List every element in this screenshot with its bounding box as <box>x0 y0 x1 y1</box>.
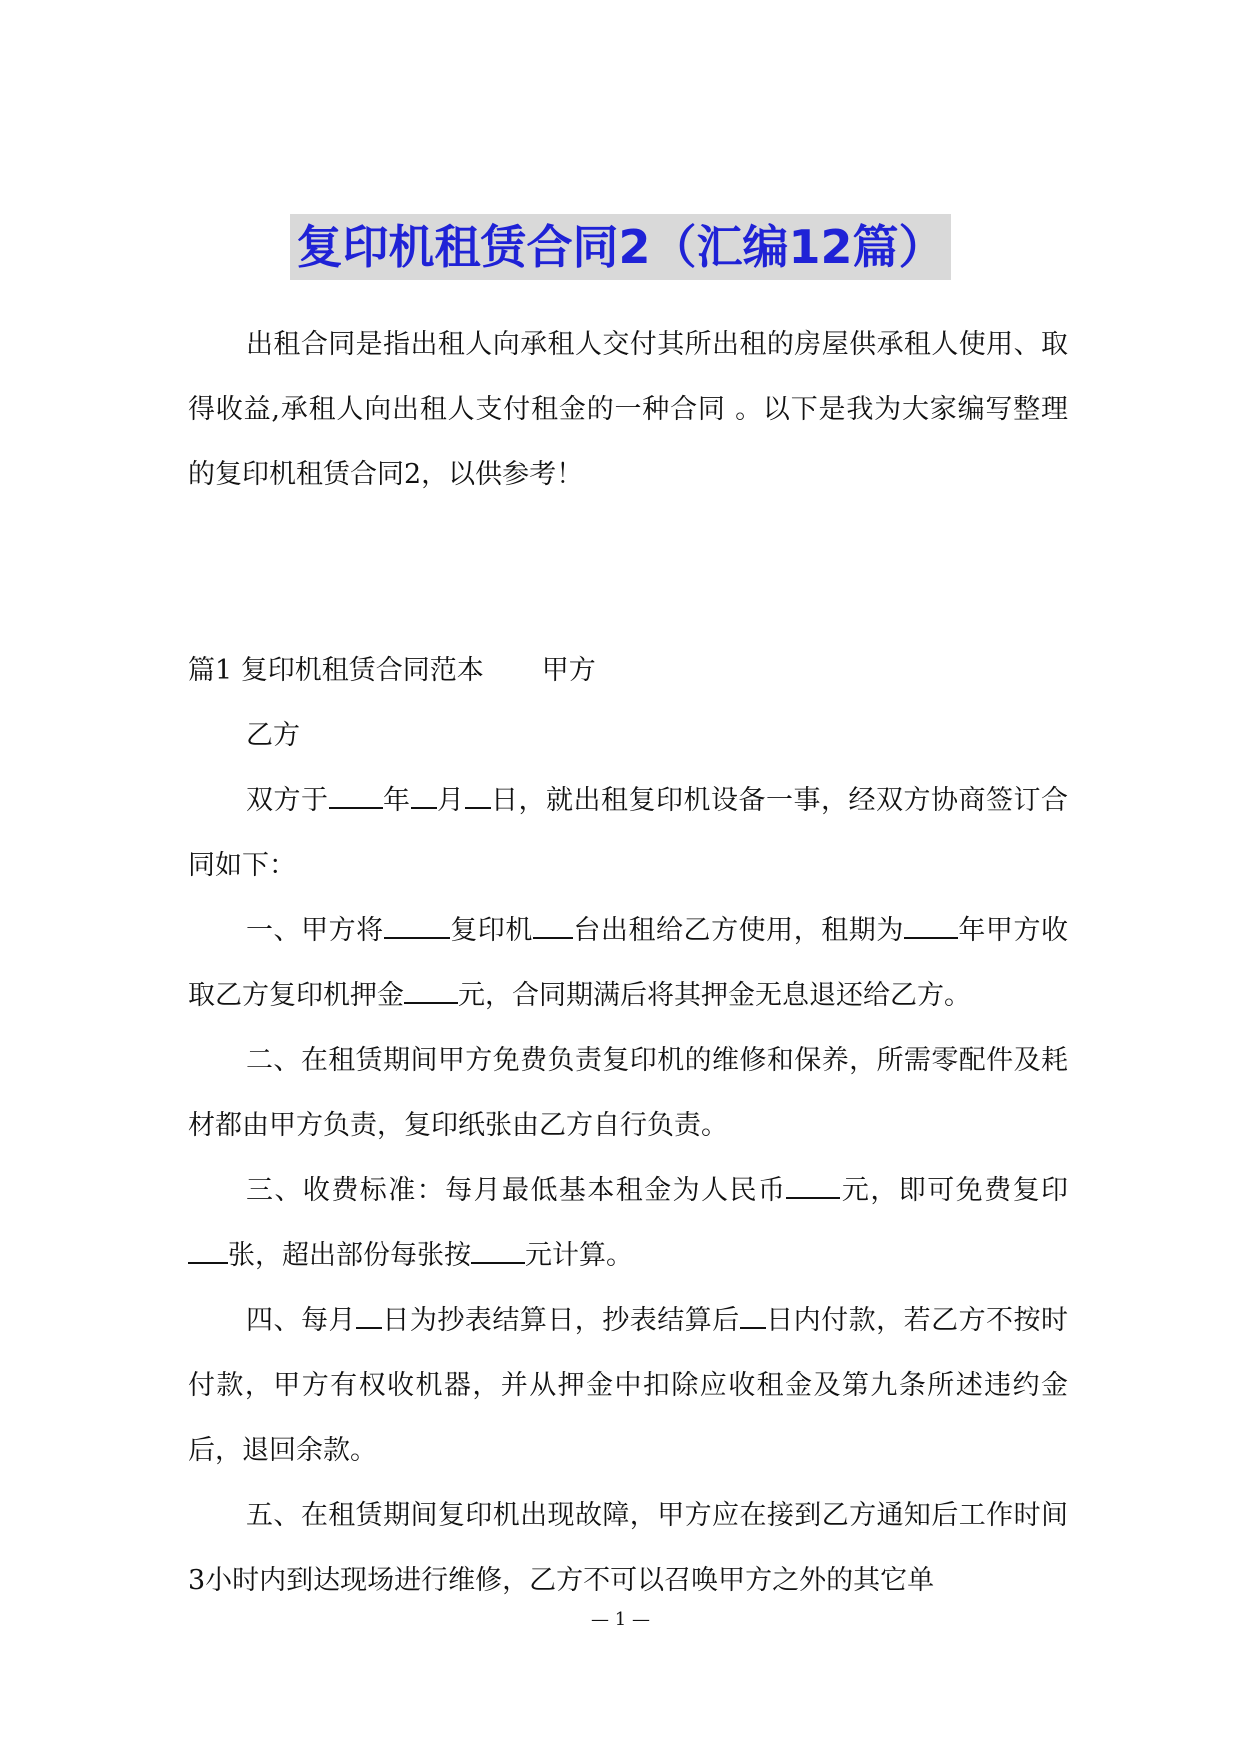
blank-day <box>465 783 491 809</box>
clause-4: 四、每月 日为抄表结算日，抄表结算后 日内付款，若乙方不按时付款，甲方有权收机器，并从押金中扣除应收租金及第九条所述违约金后，退回余款。 <box>188 1305 1069 1466</box>
party-b-line <box>188 703 1068 768</box>
blank-price <box>471 1238 525 1264</box>
blank-term <box>904 913 958 939</box>
page-number: — 1 — <box>591 1609 650 1630</box>
party-a-label: 甲方 <box>541 655 596 686</box>
blank-brand <box>384 913 450 939</box>
clause-2: 二、在租赁期间甲方免费负责复印机的维修和保养，所需零配件及耗材都由甲方负责，复印纸张由乙方自行负责。 <box>188 1045 1068 1141</box>
intro-block <box>188 312 1068 507</box>
section-heading: 篇1 复印机租赁合同范本 <box>188 655 484 686</box>
blank-month <box>411 783 437 809</box>
clause-3: 三、收费标准：每月最低基本租金为人民币 元，即可免费复印张，超出部份每张按 元计算。 <box>188 1158 1068 1288</box>
clause-1: 一、甲方将 复印机 台出租给乙方使用，租期为 年甲方收取乙方复印机押金 元，合同期满后将其押金无息退还给乙方。 <box>188 915 1069 1011</box>
contract-body <box>188 638 1068 1613</box>
blank-quantity <box>533 913 573 939</box>
clause-5: 五、在租赁期间复印机出现故障，甲方应在接到乙方通知后工作时间3小时内到达现场进行维修，乙方不可以召唤甲方之外的其它单 <box>188 1500 1068 1596</box>
blank-year <box>329 783 383 809</box>
intro-paragraph: 出租合同是指出租人向承租人交付其所出租的房屋供承租人使用、取得收益,承租人向出租人支付租金的一种合同 。以下是我为大家编写整理的复印机租赁合同2，以供参考！ <box>188 329 1068 490</box>
blank-payment-days <box>740 1303 766 1329</box>
document-title: 复印机租赁合同2（汇编12篇） <box>290 214 950 280</box>
section-heading-line <box>188 638 1068 703</box>
blank-deposit <box>404 978 458 1004</box>
blank-sheets <box>188 1238 228 1264</box>
clause-intro: 双方于 年 月 日，就出租复印机设备一事，经双方协商签订合同如下： <box>188 785 1068 881</box>
party-b-label: 乙方 <box>246 720 300 751</box>
title-container <box>0 214 1241 280</box>
blank-rent <box>786 1173 840 1199</box>
blank-meter-day <box>356 1303 382 1329</box>
